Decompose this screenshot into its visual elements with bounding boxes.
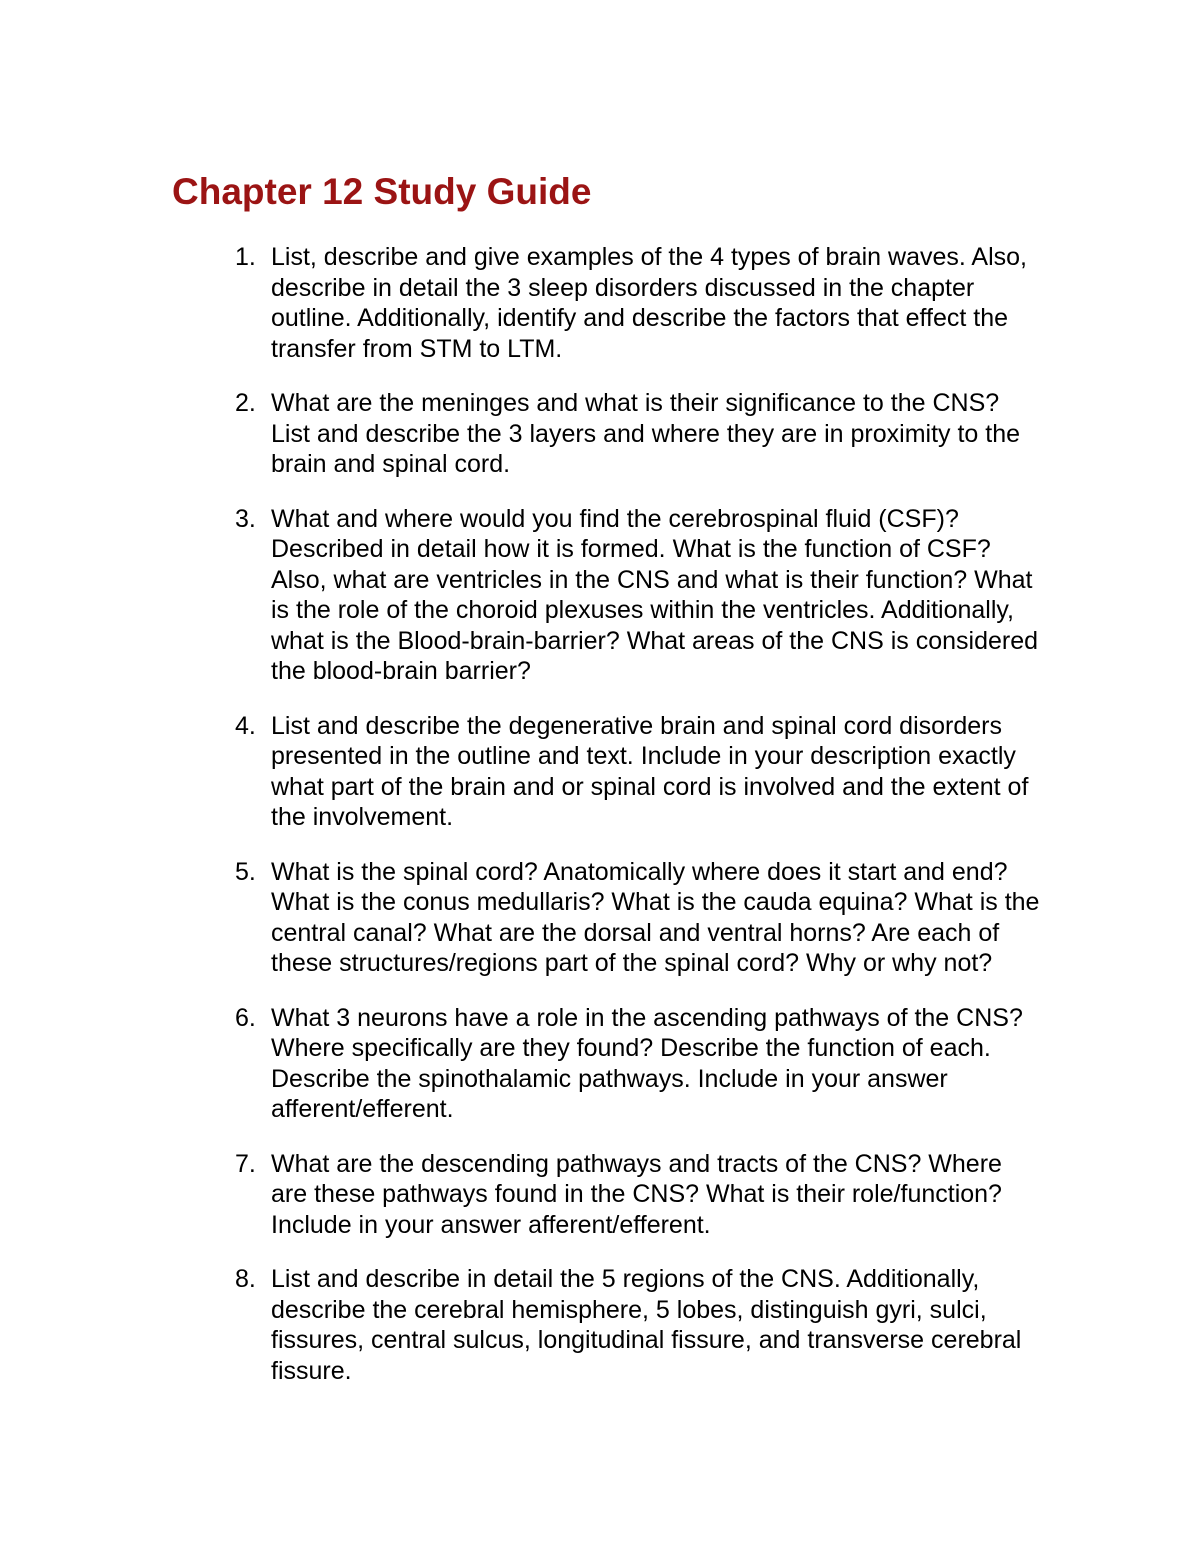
question-item (0, 242, 1041, 364)
question-number: 4. (235, 711, 256, 740)
question-text: What is the spinal cord? Anatomically where does it start and end? What is the conus medullaris? What is the cauda equina? What is the central canal? What are the dorsal and ventral horns? Are each of these structures/regions part of the spinal cord? Why or why not? (271, 857, 1040, 977)
question-number: 1. (235, 243, 256, 271)
question-text: What are the descending pathways and tracts of the CNS? Where are these pathways found in the CNS? What is their role/function? Include in your answer afferent/efferent. (271, 1149, 1002, 1239)
question-text: List, describe and give examples of the 4 types of brain waves. Also, describe in detail the 3 sleep disorders discussed in the chapter outline. Additionally, identify and describe the factors that effect the transfer from STM to LTM. (271, 243, 1027, 363)
question-text: List and describe the degenerative brain and spinal cord disorders presented in the outline and text. Include in your description exactly what part of the brain and or spinal cord is involved and the extent of the involvement. (271, 711, 1029, 831)
question-number: 3. (235, 504, 256, 533)
question-item (0, 1264, 1041, 1386)
question-item (0, 711, 1041, 833)
question-number: 8. (235, 1265, 256, 1293)
question-number: 5. (235, 857, 256, 886)
question-item (0, 857, 1041, 979)
question-item (0, 504, 1041, 687)
question-text: What and where would you find the cerebrospinal fluid (CSF)? Described in detail how it is formed. What is the function of CSF? Also, what are ventricles in the CNS and what is their function? What is the role of the choroid plexuses within the ventricles. Additionally, what is the Blood-brain-barrier? What areas of the CNS is considered the blood-brain barrier? (271, 504, 1039, 685)
question-item (0, 1003, 1041, 1125)
question-number: 6. (235, 1003, 256, 1032)
question-text: What 3 neurons have a role in the ascending pathways of the CNS? Where specifically are they found? Describe the function of each. Describe the spinothalamic pathways. Include in your answer afferent/efferent. (271, 1003, 1023, 1123)
question-text: What are the meninges and what is their significance to the CNS? List and describe the 3 layers and where they are in proximity to the brain and spinal cord. (271, 389, 1021, 478)
question-item (0, 388, 1041, 480)
page-title: Chapter 12 Study Guide (172, 171, 592, 212)
question-item (0, 1149, 1041, 1241)
question-text: List and describe in detail the 5 regions of the CNS. Additionally, describe the cerebral hemisphere, 5 lobes, distinguish gyri, sulci, fissures, central sulcus, longitudinal fissure, and transverse cerebral fissure. (271, 1265, 1022, 1385)
question-list (0, 242, 1200, 1410)
question-number: 7. (235, 1149, 256, 1178)
question-number: 2. (235, 389, 256, 417)
